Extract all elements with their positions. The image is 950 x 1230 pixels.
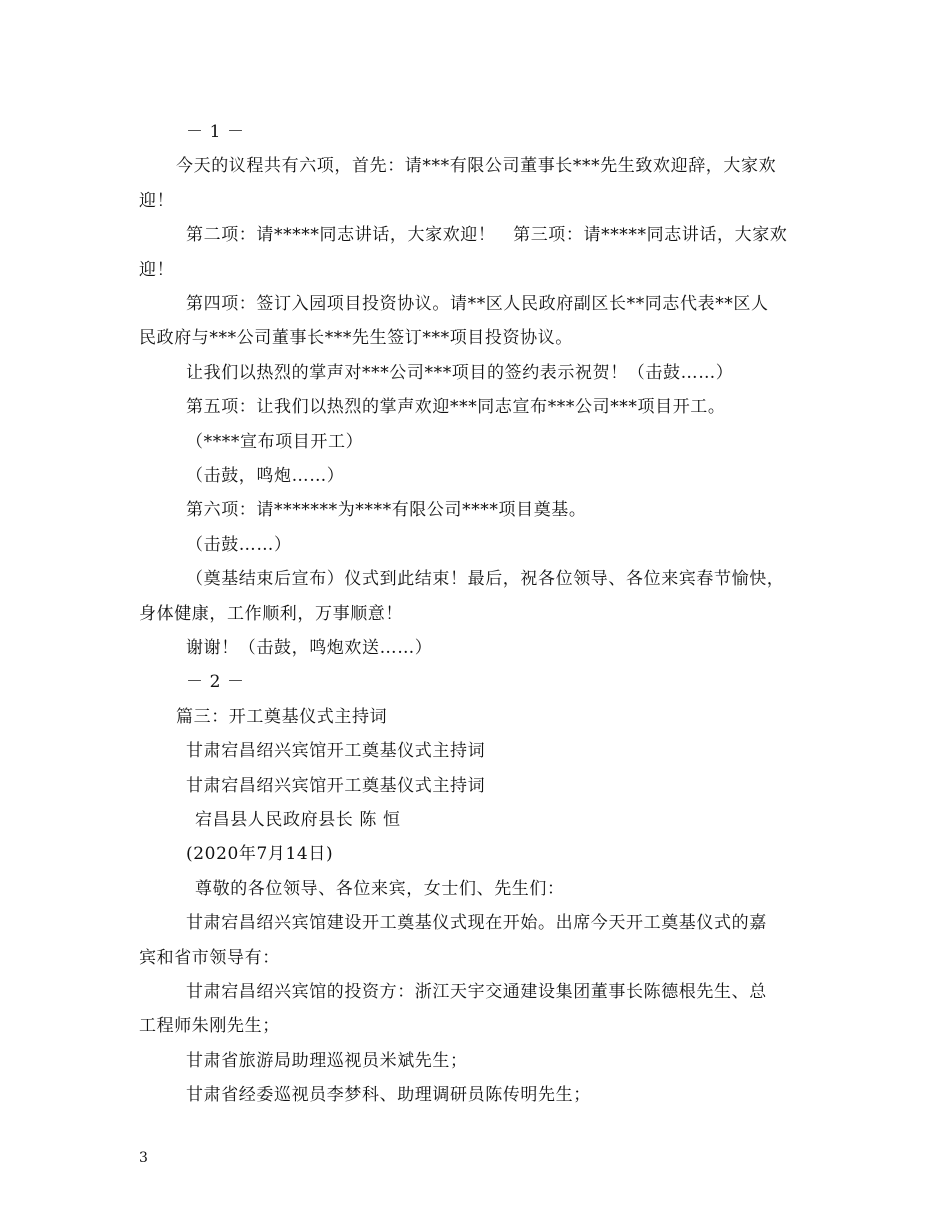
agenda-item-4-line: 第四项：签订入园项目投资协议。请**区人民政府副区长**同志代表**区人 xyxy=(186,294,769,314)
guest-line-1: 甘肃省旅游局助理巡视员米斌先生； xyxy=(186,1051,468,1071)
investor-line-cont: 工程师朱刚先生； xyxy=(139,1016,280,1036)
author-line: 宕昌县人民政府县长 陈 恒 xyxy=(195,810,401,830)
agenda-item-6-line: 第六项：请*******为****有限公司****项目奠基。 xyxy=(186,500,587,520)
closing-line-cont: 身体健康，工作顺利，万事顺意！ xyxy=(139,604,403,624)
guest-line-2: 甘肃省经委巡视员李梦科、助理调研员陈传明先生； xyxy=(186,1085,591,1105)
subtitle-line-2: 甘肃宕昌绍兴宾馆开工奠基仪式主持词 xyxy=(186,776,486,796)
subtitle-line-1: 甘肃宕昌绍兴宾馆开工奠基仪式主持词 xyxy=(186,741,486,761)
page-marker-2: － 2 － xyxy=(186,672,245,692)
opening-line: 甘肃宕昌绍兴宾馆建设开工奠基仪式现在开始。出席今天开工奠基仪式的嘉 xyxy=(186,913,767,933)
agenda-item-5-line: 第五项：让我们以热烈的掌声欢迎***同志宣布***公司***项目开工。 xyxy=(186,397,726,417)
congrats-line: 让我们以热烈的掌声对***公司***项目的签约表示祝贺！（击鼓……） xyxy=(186,363,734,383)
agenda-intro-line-cont: 迎！ xyxy=(139,191,175,211)
page-marker-1: － 1 － xyxy=(186,122,245,142)
closing-line: （奠基结束后宣布）仪式到此结束！最后，祝各位领导、各位来宾春节愉快， xyxy=(186,569,785,589)
salutation-line: 尊敬的各位领导、各位来宾，女士们、先生们： xyxy=(195,879,565,899)
stage-note-drums-firecrackers: （击鼓，鸣炮……） xyxy=(186,466,345,486)
section-title: 篇三：开工奠基仪式主持词 xyxy=(176,707,388,727)
date-line: (2020年7月14日) xyxy=(186,844,334,864)
agenda-item-2-3-line-cont: 迎！ xyxy=(139,260,175,280)
page-number: 3 xyxy=(139,1150,148,1166)
investor-line: 甘肃宕昌绍兴宾馆的投资方：浙江天宇交通建设集团董事长陈德根先生、总 xyxy=(186,982,767,1002)
stage-note-drums: （击鼓……） xyxy=(186,535,292,555)
thanks-line: 谢谢！（击鼓，鸣炮欢送……） xyxy=(186,638,433,658)
stage-note-announce: （****宣布项目开工） xyxy=(186,432,364,452)
agenda-intro-line: 今天的议程共有六项，首先：请***有限公司董事长***先生致欢迎辞，大家欢 xyxy=(176,156,777,176)
agenda-item-4-line-cont: 民政府与***公司董事长***先生签订***项目投资协议。 xyxy=(139,328,573,348)
agenda-item-2-3-line: 第二项：请*****同志讲话，大家欢迎！ 第三项：请*****同志讲话，大家欢 xyxy=(186,225,788,245)
opening-line-cont: 宾和省市领导有： xyxy=(139,948,280,968)
